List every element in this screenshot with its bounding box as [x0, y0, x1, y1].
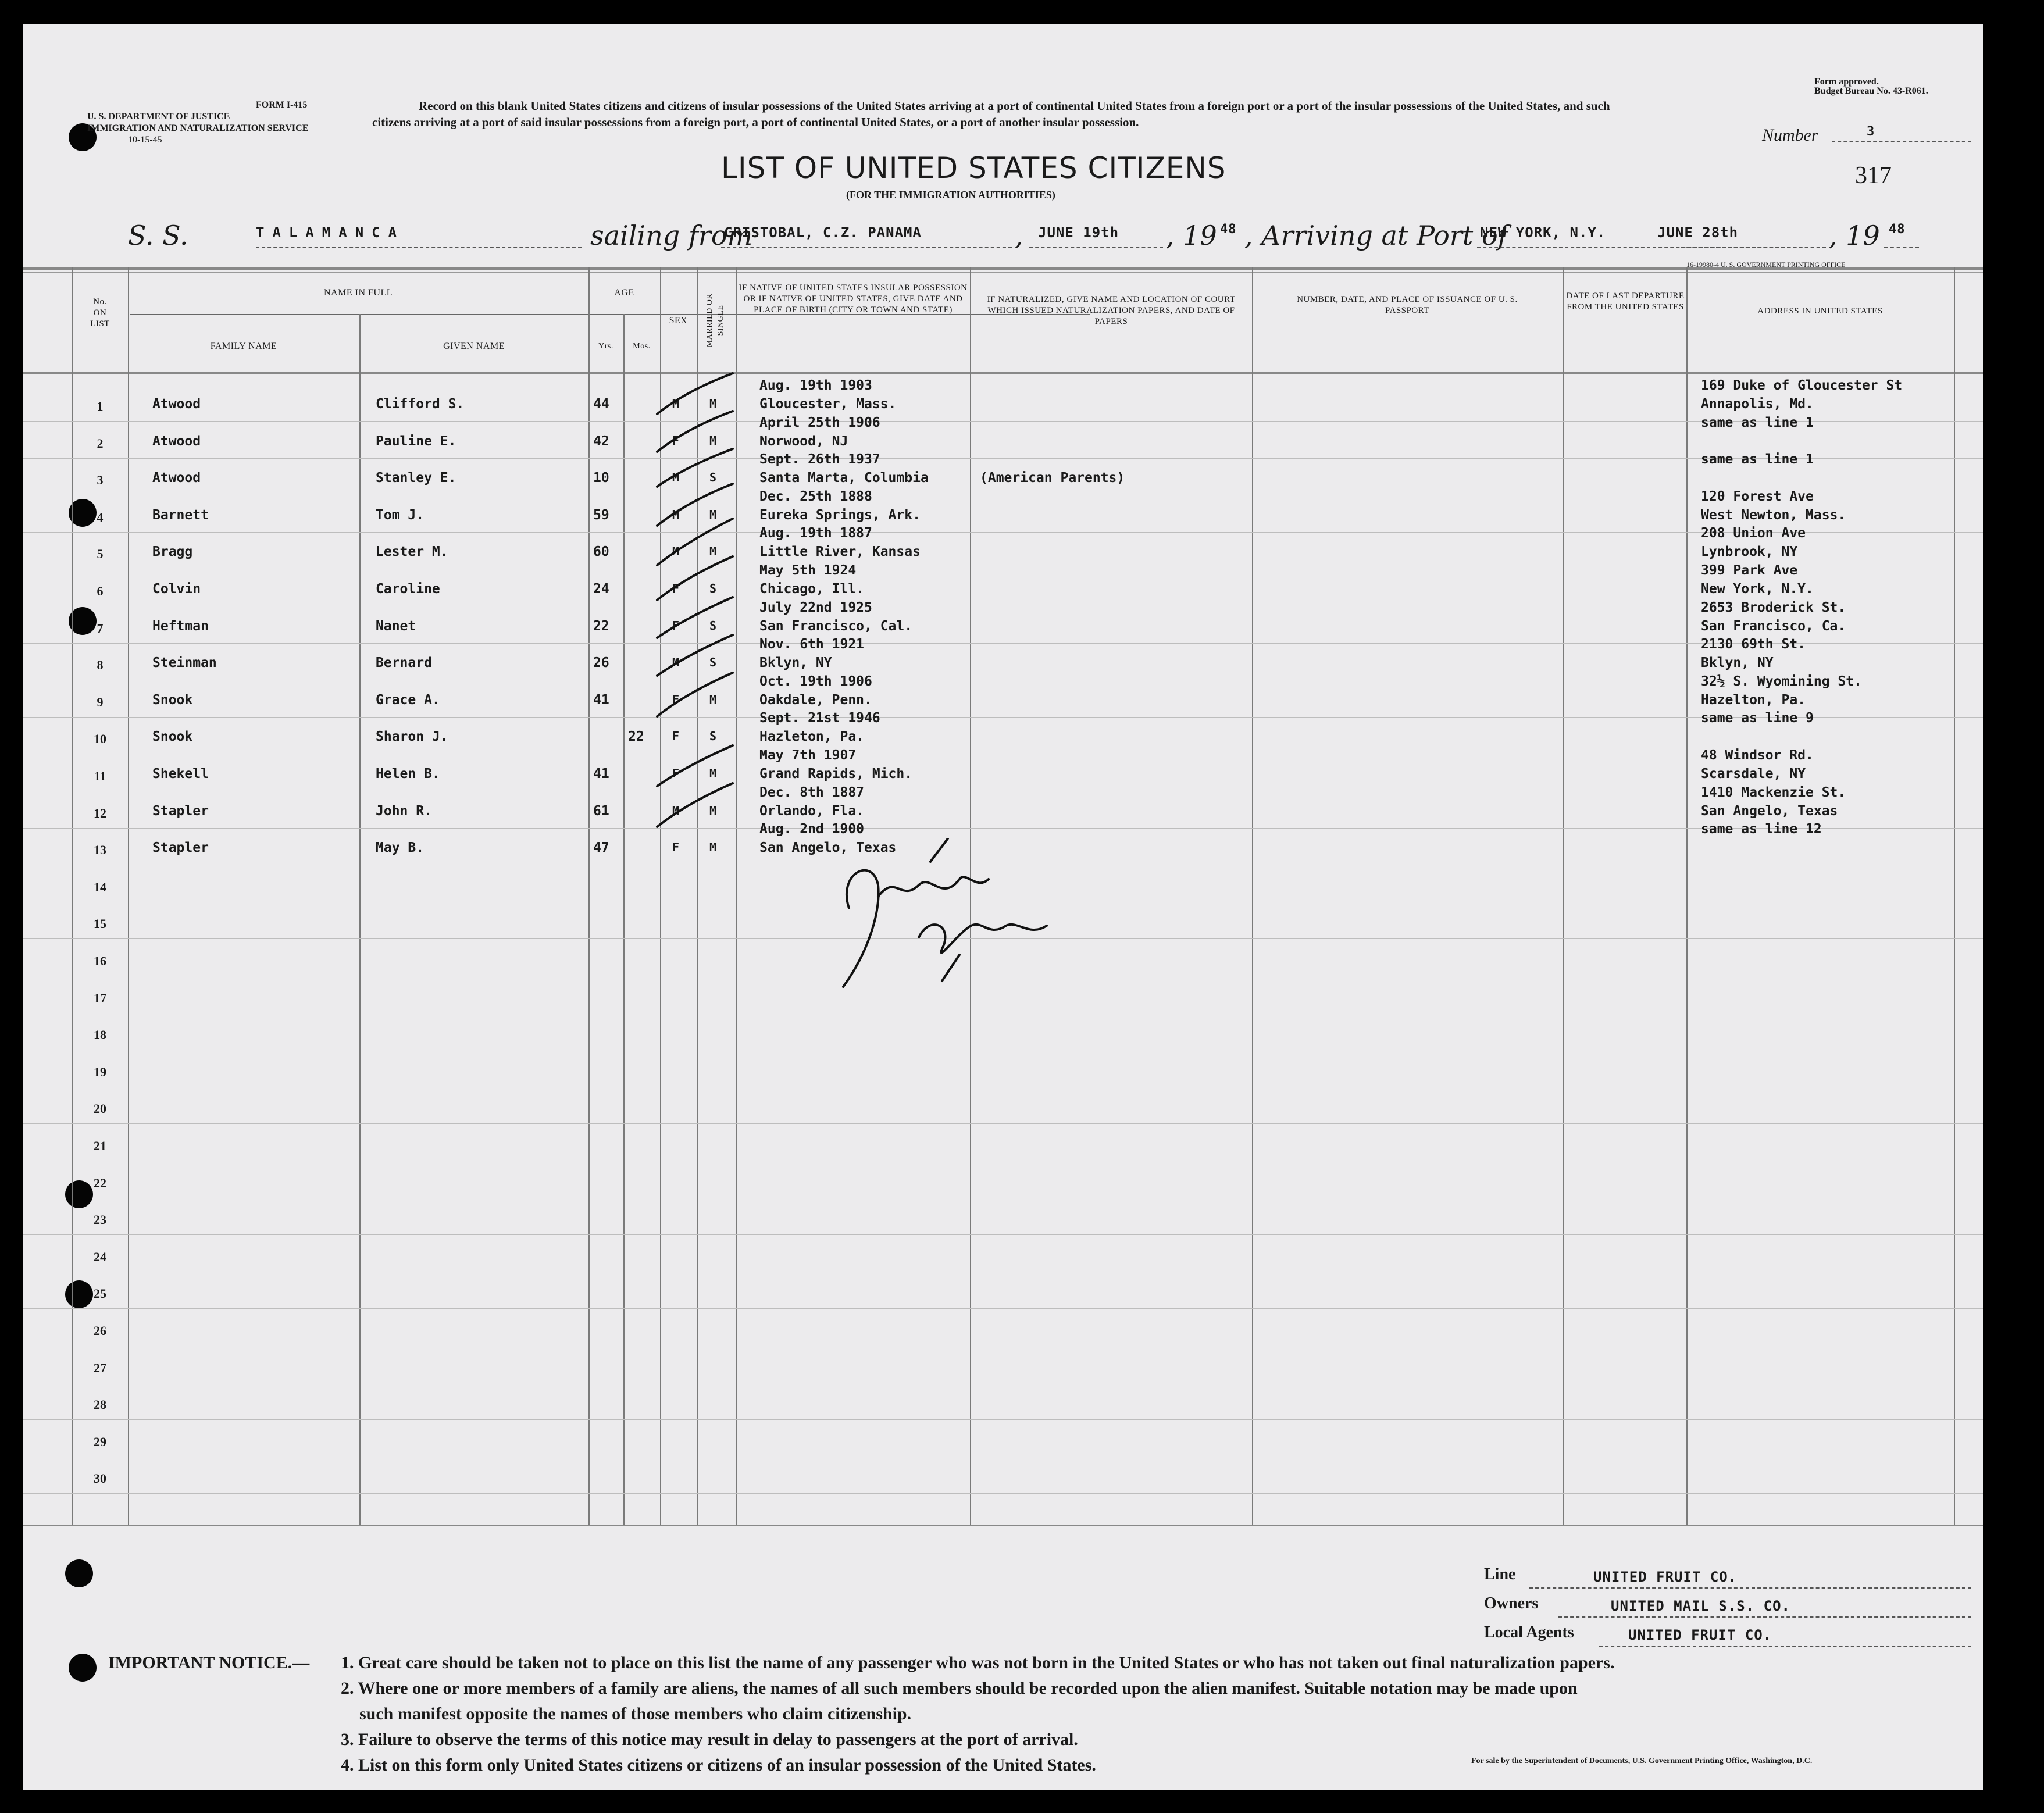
address-line-2: Lynbrook, NY — [1701, 544, 1798, 560]
address-line-1: 120 Forest Ave — [1701, 488, 1814, 504]
address-line-1: 32½ S. Wyomining St. — [1701, 673, 1862, 689]
address-line-1: same as line 1 — [1701, 415, 1814, 430]
birth-date: Nov. 6th 1921 — [759, 637, 865, 652]
instructions-text: Record on this blank United States citizens and citizens of insular possessions of the United States arriving at a port of continental United States from a foreign port or a port of the insular possessions of the United States, and such citizens arriving at a port of said insular possessions from a foreign port, a port of continental United States, or a port of another insular possession. — [372, 99, 1610, 129]
given-name: Nanet — [376, 618, 416, 634]
family-name: Barnett — [152, 507, 209, 523]
address-line-2: San Angelo, Texas — [1701, 803, 1838, 819]
address-line-1: 1410 Mackenzie St. — [1701, 784, 1846, 800]
arrival-year-suffix: 48 — [1889, 222, 1906, 237]
form-date: 10-15-45 — [128, 135, 162, 145]
col-header-native: IF NATIVE OF UNITED STATES INSULAR POSSESSION OR IF NATIVE OF UNITED STATES, GIVE DATE AND PLACE OF BIRTH (CITY OR TOWN AND STATE) — [739, 283, 968, 315]
naturalization-note: (American Parents) — [980, 470, 1125, 486]
sex: M — [672, 397, 680, 411]
row-number: 24 — [94, 1249, 106, 1264]
sex: M — [672, 655, 680, 670]
birth-place: Hazleton, Pa. — [759, 729, 865, 745]
address-line-2: New York, N.Y. — [1701, 581, 1814, 597]
col-header-yrs: Yrs. — [598, 342, 613, 351]
sheet-number: 317 — [1855, 162, 1892, 189]
birth-date: April 25th 1906 — [759, 415, 880, 430]
marital-status: S — [709, 729, 717, 744]
manifest-sheet: FORM I-415 U. S. DEPARTMENT OF JUSTICE IMMIGRATION AND NATURALIZATION SERVICE 10-15-45 Record on this blank United States citizens and citizens of insular possessions of the United States arriving at a port of continental United States from a foreign port or a port of the insular possessions of the United States, and such citizens arriving at a port of said insular possessions from a foreign port, a port of continental United States, or a port of another insular possession. Form approved. Budget Bureau No. 43-R061. Number 3 317 LIST OF UNITED STATES CITIZENS (FOR THE IMMIGRATION AUTHORITIES) S. S. TALAMANCA sailing from CRISTOBAL, C.Z. PANAMA , JUNE 19th , 19 48 , Arriving at Port of NEW YORK, N.Y. JUNE 28th , 19 48 16-19980-4 U. S. GOVERNMENT PRINTING OFFICE No. ON LIST NAME IN FULL FAMILY NAME GIVEN NAME AGE Yrs. Mos. SEX MARRIED OR SINGLE IF NATIVE OF UNITED STATES INSULAR POSSESSION OR IF NATIVE OF UNITED STATES, GIVE DATE AND PLACE OF BIRTH (CITY OR TOWN AND STATE) IF NATURALIZED, GIVE NAME AND LOCATION OF COURT WHICH ISSUED NATURALIZATION PAPERS, AND DATE OF PAPERS NUMBER, DATE, AND PLACE OF ISSUANCE OF U. S. PASSPORT DATE OF LAST DEPARTURE FROM THE UNITED STATES ADDRESS IN UNITED STATES 1 Atwood Clifford S. 44 M M Aug. 19th 1903 Gloucester, Mass. 169 Duke of Gloucester St Annapolis, Md. 2 Atwood Pauline E. 42 F M April 25th 1906 Norwood, NJ same as line 1 3 Atwood Stanley E. 10 M S Sept. 26th 1937 Santa Marta, Columbia (American Parents) same as line 1 4 Barnett Tom J. 59 M M Dec. 25th 1888 Eureka Springs, Ark. 120 Forest Ave West Newton, Mass. 5 Bragg Lester M. 60 M M Aug. 19th 1887 Little River, Kansas 208 Union Ave Lynbrook, NY 6 Colvin Caroline 24 F S May 5th 1924 Chicago, Ill. 399 Park Ave New York, N.Y. 7 Heftman Nanet 22 F S July 22nd 1925 San Francisco, Cal. 2653 Broderick St. San Francisco, Ca. 8 Steinman Bernard 26 M S Nov. 6th 1921 Bklyn, NY 2130 69th St. Bklyn, NY 9 Snook Grace A. 41 F M Oct. 19th 1906 Oakdale, Penn. 32½ S. Wyomining St. Hazelton, Pa. 10 Snook Sharon J. 22 F S Sept. 21st 1946 Hazleton, Pa. same as line 9 11 Shekell Helen B. 41 F M May 7th 1907 Grand Rapids, Mich. 48 Windsor Rd. Scarsdale, NY 12 Stapler John R. 61 M M Dec. 8th 1887 Orlando, Fla. 1410 Mackenzie St. San Angelo, Texas 13 Stapler May B. 47 F M Aug. 2nd 1900 San Angelo, Texas same as line 12 14 15 16 17 18 19 20 21 22 23 24 25 26 27 28 29 30 Line UNITED FRUIT CO. Owners UNITED MAIL S.S. CO. Local Agents UNITED FRUIT CO. IMPORTANT NOTICE.— 1. Great care should be taken not to place on this list the name of any passenger who was not born in the United States or who has not taken out final naturalization papers. 2. Where one or more members of a family are aliens, the names of all such members should be recorded upon the alien manifest. Suitable notation may be made upon such manifest opposite the names of those members who claim citizenship. 3. Failure to observe the terms of this notice may result in delay to passengers at the port of arrival. 4. List on this form only United States citizens or citizens of an insular possession of the United States. For sale by the Superintendent of Documents, U.S. Government Printing Office, Washington, D.C. — [23, 24, 1983, 1790]
birth-place: Santa Marta, Columbia — [759, 470, 929, 486]
department: U. S. DEPARTMENT OF JUSTICE — [87, 112, 230, 122]
sex: F — [672, 766, 680, 780]
age-years: 44 — [593, 397, 609, 412]
sex: M — [672, 544, 680, 559]
marital-status: M — [709, 840, 717, 855]
col-header-name: NAME IN FULL — [324, 288, 393, 298]
row-number: 20 — [94, 1101, 106, 1116]
birth-place: Norwood, NJ — [759, 433, 848, 449]
marital-status: M — [709, 544, 717, 559]
row-number: 25 — [94, 1286, 106, 1301]
row-number: 23 — [94, 1212, 106, 1227]
sex: F — [672, 618, 680, 633]
address-line-2: Annapolis, Md. — [1701, 397, 1814, 412]
age-years: 10 — [593, 470, 609, 486]
address-line-1: 2653 Broderick St. — [1701, 599, 1846, 615]
birth-place: Chicago, Ill. — [759, 581, 865, 597]
marital-status: S — [709, 470, 717, 485]
row-number: 11 — [94, 769, 106, 783]
page-title: LIST OF UNITED STATES CITIZENS — [721, 151, 1226, 185]
age-years: 41 — [593, 766, 609, 781]
birth-place: San Francisco, Cal. — [759, 618, 913, 634]
col-header-sex: SEX — [669, 316, 688, 326]
arrival-port: NEW YORK, N.Y. — [1480, 224, 1606, 241]
number-label: Number — [1762, 126, 1818, 145]
birth-date: Oct. 19th 1906 — [759, 673, 872, 689]
row-rule — [23, 421, 1983, 422]
given-name: Tom J. — [376, 507, 425, 523]
family-name: Atwood — [152, 433, 201, 449]
birth-place: Little River, Kansas — [759, 544, 921, 560]
departure-port: CRISTOBAL, C.Z. PANAMA — [724, 224, 922, 241]
row-number: 6 — [97, 584, 104, 598]
address-line-1: 169 Duke of Gloucester St — [1701, 378, 1903, 393]
row-number: 9 — [97, 694, 104, 709]
ss-label: S. S. — [128, 220, 188, 251]
owners-label: Owners — [1484, 1594, 1539, 1612]
birth-place: Orlando, Fla. — [759, 803, 865, 819]
age-years: 47 — [593, 840, 609, 856]
col-header-married: MARRIED OR SINGLE — [705, 293, 725, 348]
birth-date: July 22nd 1925 — [759, 599, 872, 615]
given-name: Pauline E. — [376, 433, 456, 449]
col-header-mos: Mos. — [633, 342, 651, 351]
age-months: 22 — [628, 729, 644, 745]
given-name: Sharon J. — [376, 729, 448, 745]
row-number: 30 — [94, 1471, 106, 1486]
col-header-departure: DATE OF LAST DEPARTURE FROM THE UNITED STATES — [1566, 291, 1685, 312]
row-number: 22 — [94, 1175, 106, 1190]
birth-place: Grand Rapids, Mich. — [759, 766, 913, 781]
sex: M — [672, 507, 680, 522]
row-number: 7 — [97, 620, 104, 636]
family-name: Stapler — [152, 840, 209, 856]
row-number: 2 — [97, 436, 104, 451]
row-rule — [23, 458, 1983, 459]
given-name: Grace A. — [376, 692, 440, 708]
given-name: Caroline — [376, 581, 440, 597]
age-years: 24 — [593, 581, 609, 597]
tally-marks — [640, 367, 756, 844]
marital-status: M — [709, 766, 717, 780]
arrival-year-prefix: , 19 — [1829, 220, 1880, 251]
family-name: Stapler — [152, 803, 209, 819]
row-rule — [23, 717, 1983, 718]
row-number: 1 — [97, 399, 104, 413]
birth-date: Dec. 8th 1887 — [759, 784, 865, 800]
row-number: 18 — [94, 1027, 106, 1043]
row-number: 10 — [94, 731, 106, 747]
owners-value: UNITED MAIL S.S. CO. — [1611, 1598, 1790, 1614]
family-name: Atwood — [152, 470, 201, 486]
line-value: UNITED FRUIT CO. — [1593, 1569, 1738, 1585]
birth-date: May 5th 1924 — [759, 563, 857, 578]
address-line-1: 208 Union Ave — [1701, 526, 1806, 541]
marital-status: M — [709, 433, 717, 448]
form-number: FORM I-415 — [256, 100, 308, 110]
col-header-family: FAMILY NAME — [210, 341, 277, 351]
row-number: 19 — [94, 1064, 106, 1079]
notice-heading: IMPORTANT NOTICE.— — [108, 1653, 310, 1672]
row-number: 29 — [94, 1434, 106, 1449]
printing-office: For sale by the Superintendent of Documents, U.S. Government Printing Office, Washington, D.C. — [1471, 1757, 1813, 1765]
line-label: Line — [1484, 1565, 1516, 1583]
marital-status: M — [709, 692, 717, 706]
row-rule — [23, 1493, 1983, 1494]
row-number: 15 — [94, 916, 106, 932]
address-line-2: San Francisco, Ca. — [1701, 618, 1846, 634]
row-number: 14 — [94, 879, 106, 894]
row-number: 12 — [94, 805, 106, 820]
row-rule — [23, 1419, 1983, 1420]
address-line-1: 48 Windsor Rd. — [1701, 748, 1814, 763]
agents-value: UNITED FRUIT CO. — [1628, 1627, 1772, 1643]
binder-hole — [65, 1559, 93, 1587]
row-number: 26 — [94, 1323, 106, 1338]
address-line-1: same as line 12 — [1701, 822, 1822, 837]
row-rule — [23, 532, 1983, 533]
binder-hole — [69, 1654, 97, 1682]
birth-date: Sept. 26th 1937 — [759, 452, 880, 467]
col-header-given: GIVEN NAME — [443, 341, 505, 351]
col-header-passport: NUMBER, DATE, AND PLACE OF ISSUANCE OF U. S. PASSPORT — [1297, 295, 1518, 315]
address-line-2: Scarsdale, NY — [1701, 766, 1806, 781]
form-approved: Form approved. — [1814, 77, 1879, 87]
sailing-from-label: sailing from — [590, 220, 753, 251]
notice-item-2-cont: such manifest opposite the names of those members who claim citizenship. — [359, 1704, 912, 1723]
age-years: 41 — [593, 692, 609, 708]
col-header-naturalized: IF NATURALIZED, GIVE NAME AND LOCATION OF COURT WHICH ISSUED NATURALIZATION PAPERS, AND DATE OF PAPERS — [987, 295, 1236, 326]
sex: F — [672, 729, 680, 744]
sex: M — [672, 470, 680, 485]
sex: F — [672, 692, 680, 706]
age-years: 26 — [593, 655, 609, 671]
family-name: Snook — [152, 692, 193, 708]
notice-item-4: 4. List on this form only United States citizens or citizens of an insular possession of the United States. — [341, 1755, 1096, 1775]
ship-name: TALAMANCA — [256, 224, 405, 241]
row-rule — [23, 1308, 1983, 1309]
family-name: Colvin — [152, 581, 201, 597]
row-number: 28 — [94, 1397, 106, 1412]
arrival-date: JUNE 28th — [1657, 224, 1739, 241]
row-number: 21 — [94, 1139, 106, 1153]
address-line-1: 399 Park Ave — [1701, 563, 1798, 578]
marital-status: S — [709, 581, 717, 595]
given-name: Stanley E. — [376, 470, 456, 486]
given-name: Lester M. — [376, 544, 448, 560]
departure-date: JUNE 19th — [1038, 224, 1119, 241]
service: IMMIGRATION AND NATURALIZATION SERVICE — [87, 123, 309, 133]
age-years: 22 — [593, 618, 609, 634]
row-number: 3 — [97, 473, 104, 488]
row-number: 13 — [94, 843, 106, 858]
col-header-no: No. ON LIST — [90, 297, 110, 329]
printer-code: 16-19980-4 U. S. GOVERNMENT PRINTING OFFICE — [1686, 260, 1846, 269]
family-name: Snook — [152, 729, 193, 745]
row-number: 8 — [97, 658, 104, 673]
address-line-2: West Newton, Mass. — [1701, 507, 1846, 523]
marital-status: M — [709, 397, 717, 411]
birth-date: May 7th 1907 — [759, 748, 857, 763]
row-rule — [23, 1123, 1983, 1124]
row-number: 16 — [94, 954, 106, 968]
birth-place: San Angelo, Texas — [759, 840, 897, 856]
given-name: Helen B. — [376, 766, 440, 781]
col-header-age: AGE — [614, 288, 634, 298]
marital-status: M — [709, 803, 717, 818]
age-years: 59 — [593, 507, 609, 523]
notice-item-3: 3. Failure to observe the terms of this notice may result in delay to passengers at the port of arrival. — [341, 1730, 1078, 1749]
notice-item-1: 1. Great care should be taken not to place on this list the name of any passenger who was not born in the United States or who has not taken out final naturalization papers. — [341, 1653, 1615, 1672]
marital-status: M — [709, 507, 717, 522]
budget-bureau: Budget Bureau No. 43-R061. — [1814, 86, 1928, 96]
address-line-2: Hazelton, Pa. — [1701, 692, 1806, 708]
sex: F — [672, 433, 680, 448]
row-number: 5 — [97, 547, 104, 562]
birth-date: Aug. 19th 1903 — [759, 378, 872, 393]
row-rule — [23, 828, 1983, 829]
departure-year-prefix: , 19 — [1166, 220, 1217, 251]
sex: F — [672, 840, 680, 855]
birth-date: Aug. 2nd 1900 — [759, 822, 865, 837]
age-years: 42 — [593, 433, 609, 449]
family-name: Atwood — [152, 397, 201, 412]
row-number: 27 — [94, 1360, 106, 1375]
family-name: Shekell — [152, 766, 209, 781]
row-rule — [23, 643, 1983, 644]
address-line-1: 2130 69th St. — [1701, 637, 1806, 652]
birth-place: Gloucester, Mass. — [759, 397, 897, 412]
family-name: Steinman — [152, 655, 217, 671]
agents-label: Local Agents — [1484, 1623, 1574, 1641]
birth-date: Dec. 25th 1888 — [759, 488, 872, 504]
row-rule — [23, 1234, 1983, 1235]
address-line-1: same as line 9 — [1701, 711, 1814, 726]
age-years: 60 — [593, 544, 609, 560]
col-header-address: ADDRESS IN UNITED STATES — [1757, 306, 1883, 316]
row-number: 4 — [97, 509, 104, 524]
given-name: Clifford S. — [376, 397, 465, 412]
sex: M — [672, 803, 680, 818]
address-line-1: same as line 1 — [1701, 452, 1814, 467]
marital-status: S — [709, 618, 717, 633]
departure-year-suffix: 48 — [1220, 222, 1237, 237]
given-name: Bernard — [376, 655, 432, 671]
age-years: 61 — [593, 803, 609, 819]
birth-date: Sept. 21st 1946 — [759, 711, 880, 726]
marital-status: S — [709, 655, 717, 670]
birth-place: Oakdale, Penn. — [759, 692, 872, 708]
page-subtitle: (FOR THE IMMIGRATION AUTHORITIES) — [846, 189, 1055, 201]
notice-item-2: 2. Where one or more members of a family are aliens, the names of all such members should be recorded upon the alien manifest. Suitable notation may be made upon — [341, 1679, 1578, 1698]
arriving-at-label: , Arriving at Port of — [1244, 220, 1508, 251]
birth-place: Eureka Springs, Ark. — [759, 507, 921, 523]
sex: F — [672, 581, 680, 595]
given-name: May B. — [376, 840, 425, 856]
address-line-2: Bklyn, NY — [1701, 655, 1774, 671]
inspector-signature — [814, 838, 1058, 990]
given-name: John R. — [376, 803, 432, 819]
number-value: 3 — [1867, 124, 1875, 139]
row-number: 17 — [94, 990, 106, 1005]
family-name: Bragg — [152, 544, 193, 560]
birth-place: Bklyn, NY — [759, 655, 832, 671]
family-name: Heftman — [152, 618, 209, 634]
birth-date: Aug. 19th 1887 — [759, 526, 872, 541]
